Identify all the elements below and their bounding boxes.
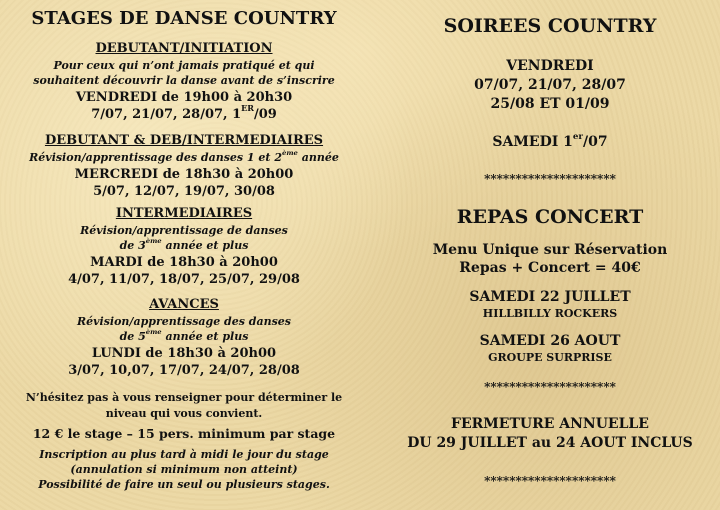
repas-price: Repas + Concert = 40€: [459, 260, 641, 276]
event-2-date: SAMEDI 26 AOUT: [479, 333, 621, 349]
inscription-line-1: Inscription au plus tard à midi le jour du stage: [39, 448, 329, 461]
inter-heading: INTERMEDIAIRES: [115, 206, 253, 221]
note-line-2: niveau qui vous convient.: [105, 407, 263, 420]
avances-dates: 3/07, 10,07, 17/07, 24/07, 28/08: [68, 363, 300, 378]
repas-concert-title: REPAS CONCERT: [456, 206, 644, 228]
debutant-desc-1: Pour ceux qui n’ont jamais pratiqué et qui: [53, 59, 315, 72]
soirees-column: [380, 0, 720, 510]
vendredi-dates-2: 25/08 ET 01/09: [490, 96, 610, 112]
stars-divider-1: *********************: [484, 172, 616, 186]
closing-line-1: FERMETURE ANNUELLE: [451, 416, 649, 432]
event-1-date: SAMEDI 22 JUILLET: [469, 289, 631, 305]
avances-desc-1: Révision/apprentissage des danses: [77, 315, 291, 328]
soirees-title: SOIREES COUNTRY: [443, 15, 657, 37]
price-line: 12 € le stage – 15 pers. minimum par stage: [32, 426, 336, 441]
stars-divider-3: *********************: [484, 474, 616, 488]
inscription-line-3: Possibilité de faire un seul ou plusieurs stages.: [38, 478, 330, 491]
deb-inter-desc: Révision/apprentissage des danses 1 et 2ème année: [29, 149, 339, 164]
closing-line-2: DU 29 JUILLET au 24 AOUT INCLUS: [407, 435, 693, 451]
stages-title: STAGES DE DANSE COUNTRY: [31, 8, 337, 29]
avances-desc-2: de 5ème année et plus: [119, 328, 249, 343]
deb-inter-dates: 5/07, 12/07, 19/07, 30/08: [93, 184, 275, 199]
avances-heading: AVANCES: [149, 297, 219, 312]
debutant-heading: DEBUTANT/INITIATION: [95, 41, 273, 56]
vendredi-dates-1: 07/07, 21/07, 28/07: [474, 77, 626, 93]
inter-day: MARDI de 18h30 à 20h00: [90, 255, 278, 270]
inter-desc-2: de 3ème année et plus: [119, 237, 249, 252]
deb-inter-heading: DEBUTANT & DEB/INTERMEDIAIRES: [44, 133, 324, 148]
inter-desc-1: Révision/apprentissage de danses: [80, 224, 288, 237]
avances-day: LUNDI de 18h30 à 20h00: [91, 346, 277, 361]
event-2-band: GROUPE SURPRISE: [488, 351, 612, 364]
event-1-band: HILLBILLY ROCKERS: [482, 307, 618, 320]
note-line-1: N’hésitez pas à vous renseigner pour déterminer le: [25, 391, 343, 404]
samedi-date: SAMEDI 1er/07: [492, 132, 608, 150]
debutant-dates: 7/07, 21/07, 28/07, 1ER/09: [91, 103, 277, 122]
deb-inter-day: MERCREDI de 18h30 à 20h00: [74, 167, 294, 182]
inter-dates: 4/07, 11/07, 18/07, 25/07, 29/08: [68, 272, 300, 287]
debutant-desc-2: souhaitent découvrir la danse avant de s’inscrire: [33, 74, 335, 87]
inscription-line-2: (annulation si minimum non atteint): [70, 463, 298, 476]
vendredi-label: VENDREDI: [506, 58, 594, 74]
debutant-day: VENDREDI de 19h00 à 20h30: [75, 90, 293, 105]
menu-line: Menu Unique sur Réservation: [432, 242, 668, 258]
stars-divider-2: *********************: [484, 380, 616, 394]
